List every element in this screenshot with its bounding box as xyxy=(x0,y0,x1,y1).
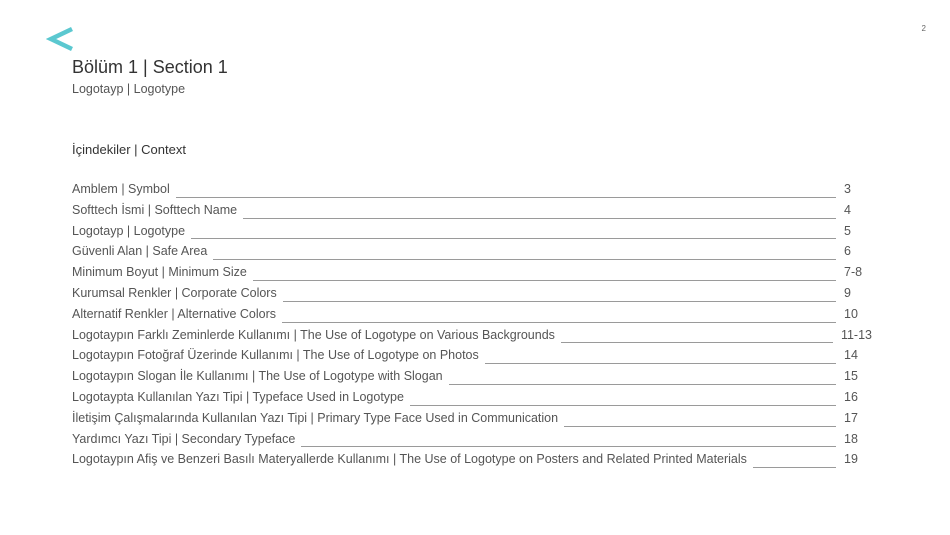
toc-leader-line xyxy=(283,301,836,302)
toc-page-number: 6 xyxy=(844,244,851,259)
toc-entry-label[interactable]: Logotaypın Farklı Zeminlerde Kullanımı | The Use of Logotype on Various Backgrounds xyxy=(72,327,555,342)
toc-leader-line xyxy=(301,446,836,447)
chevron-left-icon[interactable] xyxy=(46,26,76,52)
contents-heading: İçindekiler | Context xyxy=(72,142,186,157)
toc-row[interactable] xyxy=(72,265,872,286)
toc-entry-label[interactable]: Logotaypta Kullanılan Yazı Tipi | Typeface Used in Logotype xyxy=(72,389,404,404)
toc-row[interactable] xyxy=(72,224,872,245)
toc-row[interactable] xyxy=(72,348,872,369)
toc-leader-line xyxy=(449,384,836,385)
toc-row[interactable] xyxy=(72,182,872,203)
toc-row[interactable] xyxy=(72,244,872,265)
toc-leader-line xyxy=(410,405,836,406)
toc-page-number: 3 xyxy=(844,182,851,196)
toc-leader-line xyxy=(564,426,836,427)
toc-entry-label[interactable]: Logotaypın Fotoğraf Üzerinde Kullanımı | The Use of Logotype on Photos xyxy=(72,348,479,363)
toc-row[interactable] xyxy=(72,203,872,224)
toc-page-number: 15 xyxy=(844,369,858,384)
toc-entry-label[interactable]: Softtech İsmi | Softtech Name xyxy=(72,202,238,217)
toc-row[interactable] xyxy=(72,411,872,432)
toc-leader-line xyxy=(213,259,836,260)
toc-row[interactable] xyxy=(72,286,872,307)
toc-leader-line xyxy=(282,322,836,323)
toc-leader-line xyxy=(561,342,833,343)
toc-row[interactable] xyxy=(72,307,872,328)
toc-leader-line xyxy=(243,218,836,219)
toc-page-number: 14 xyxy=(844,348,858,363)
toc-entry-label[interactable]: Alternatif Renkler | Alternative Colors xyxy=(72,306,277,321)
toc-entry-label[interactable]: Yardımcı Yazı Tipi | Secondary Typeface xyxy=(72,431,296,446)
toc-page-number: 5 xyxy=(844,223,851,238)
toc-row[interactable] xyxy=(72,432,872,453)
toc-row[interactable] xyxy=(72,390,872,411)
toc-page-number: 18 xyxy=(844,431,858,446)
toc-page-number: 4 xyxy=(844,202,851,217)
toc-page-number: 11-13 xyxy=(840,327,872,342)
page-number: 2 xyxy=(921,24,926,33)
toc-entry-label[interactable]: Minimum Boyut | Minimum Size xyxy=(72,265,247,280)
toc-leader-line xyxy=(191,238,836,239)
toc-leader-line xyxy=(253,280,836,281)
toc-page-number: 16 xyxy=(844,389,858,404)
section-title: Bölüm 1 | Section 1 xyxy=(72,57,228,77)
toc-entry-label[interactable]: Güvenli Alan | Safe Area xyxy=(72,244,208,259)
section-subtitle: Logotayp | Logotype xyxy=(72,82,186,96)
toc-entry-label[interactable]: Amblem | Symbol xyxy=(72,182,170,196)
toc-entry-label[interactable]: Kurumsal Renkler | Corporate Colors xyxy=(72,285,277,300)
toc-page-number: 19 xyxy=(844,452,858,467)
toc-entry-label[interactable]: Logotaypın Slogan İle Kullanımı | The Use of Logotype with Slogan xyxy=(72,369,443,384)
toc-page-number: 7-8 xyxy=(844,265,863,280)
toc-row[interactable] xyxy=(72,328,872,349)
toc-page-number: 10 xyxy=(844,306,858,321)
toc-page-number: 17 xyxy=(844,410,858,425)
toc-entry-label[interactable]: Logotaypın Afiş ve Benzeri Basılı Materyallerde Kullanımı | The Use of Logotype on Posters and Related Printed Materials xyxy=(72,452,747,467)
toc-leader-line xyxy=(485,363,836,364)
toc-leader-line xyxy=(176,197,836,198)
toc-entry-label[interactable]: İletişim Çalışmalarında Kullanılan Yazı Tipi | Primary Type Face Used in Communication xyxy=(72,410,559,425)
toc-entry-label[interactable]: Logotayp | Logotype xyxy=(72,223,186,238)
table-of-contents xyxy=(72,182,872,473)
toc-row[interactable] xyxy=(72,452,872,473)
toc-page-number: 9 xyxy=(844,285,851,300)
toc-row[interactable] xyxy=(72,369,872,390)
toc-leader-line xyxy=(753,467,836,468)
